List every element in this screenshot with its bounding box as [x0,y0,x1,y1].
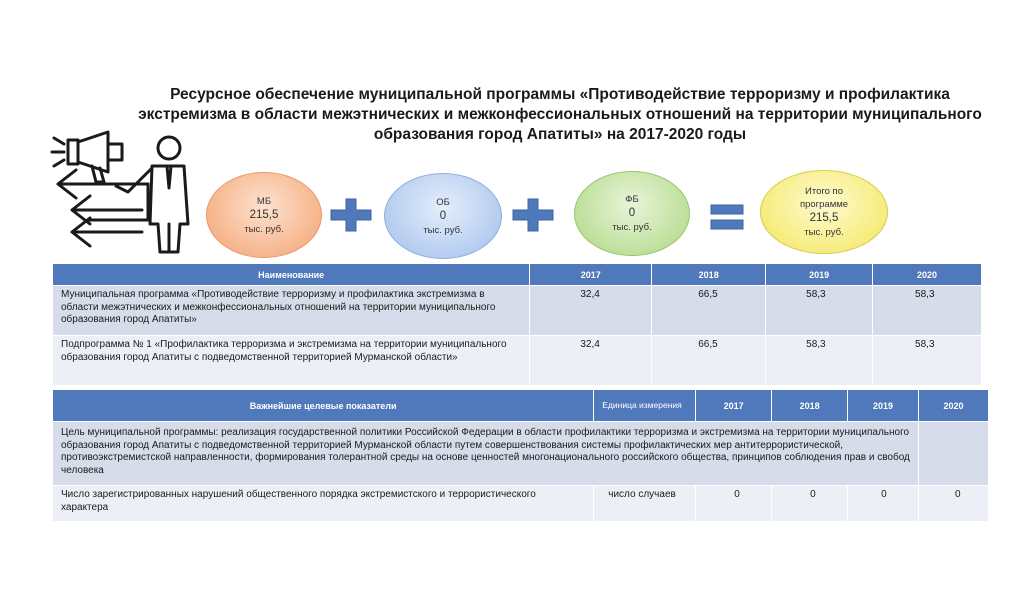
empty-cell [919,422,989,486]
table-row [53,486,989,522]
budget-fb-bubble [574,171,690,256]
value-2017: 32,4 [530,286,652,336]
value-2020: 58,3 [873,336,982,386]
column-header-indicator: Важнейшие целевые показатели [53,390,594,422]
budget-fb-value: 0 [628,207,636,219]
title-line-3: образования город Апатиты» на 2017-2020 годы [373,126,747,143]
column-header-2017: 2017 [696,390,772,422]
indicator-unit: число случаев [594,486,696,522]
budget-total-label-1: Итого по [805,186,843,197]
value-2020: 58,3 [873,286,982,336]
column-header-2019: 2019 [766,264,873,286]
budget-mb-label: МБ [256,195,272,207]
value-2017: 32,4 [530,336,652,386]
value-2019: 0 [848,486,919,522]
equals-icon [710,204,744,230]
budget-total-label-2: программе [799,199,849,210]
table-header-row [53,264,982,286]
budget-mb-bubble [206,172,322,258]
title-line-1: Ресурсное обеспечение муниципальной программы «Противодействие терроризму и профилактика [170,86,950,103]
budget-ob-unit: тыс. руб. [423,224,463,236]
column-header-2020: 2020 [873,264,982,286]
budget-ob-bubble [384,173,502,259]
column-header-2020: 2020 [919,390,989,422]
budget-ob-value: 0 [439,209,447,222]
plus-icon [330,198,372,232]
budget-mb-unit: тыс. руб. [244,223,284,235]
plus-icon [512,198,554,232]
value-2018: 0 [772,486,848,522]
goal-row [53,422,989,486]
column-header-2018: 2018 [772,390,848,422]
column-header-2018: 2018 [652,264,766,286]
table-row [53,336,982,386]
value-2019: 58,3 [766,336,873,386]
table-header-row [53,390,989,422]
row-name: Подпрограмма № 1 «Профилактика терроризма и экстремизма на территории муниципального образования город Апатиты с подведомственной территорией Мурманской области» [53,336,530,386]
value-2019: 58,3 [766,286,873,336]
table-row [53,286,982,336]
budget-total-unit: тыс. руб. [804,227,844,238]
value-2020: 0 [919,486,989,522]
program-goal-text: Цель муниципальной программы: реализация государственной политики Российской Федерации в области профилактики терроризма и экстремизма на территории муниципального образования город Апатиты с подведомственной территорией Мурманской области путем совершенствования системы профилактических мер антитеррористической, противоэкстремистской направленности, формирования толерантной среды на основе ценностей многонационального российского общества, принципов соблюдения прав и свобод человека [53,422,919,486]
budget-total-bubble [760,170,888,254]
funding-table [52,263,982,386]
value-2017: 0 [696,486,772,522]
column-header-name: Наименование [53,264,530,286]
title-line-2: экстремизма в области межэтнических и межконфессиональных отношений на территории муниципального [138,106,982,123]
column-header-2017: 2017 [530,264,652,286]
indicators-table [52,389,989,522]
page-title [110,85,1010,145]
budget-fb-label: ФБ [625,194,639,205]
budget-total-value: 215,5 [809,212,839,224]
budget-fb-unit: тыс. руб. [612,222,652,233]
budget-mb-value: 215,5 [249,208,279,221]
value-2018: 66,5 [652,336,766,386]
row-name: Муниципальная программа «Противодействие терроризму и профилактика экстремизма в области межэтнических и межконфессиональных отношений на территории муниципального образования город Апатиты» [53,286,530,336]
speaker-megaphone-icon [48,128,198,258]
column-header-unit: Единица измерения [594,390,696,422]
budget-ob-label: ОБ [436,196,450,208]
column-header-2019: 2019 [848,390,919,422]
value-2018: 66,5 [652,286,766,336]
indicator-name: Число зарегистрированных нарушений общественного порядка экстремистского и террористического характера [53,486,594,522]
